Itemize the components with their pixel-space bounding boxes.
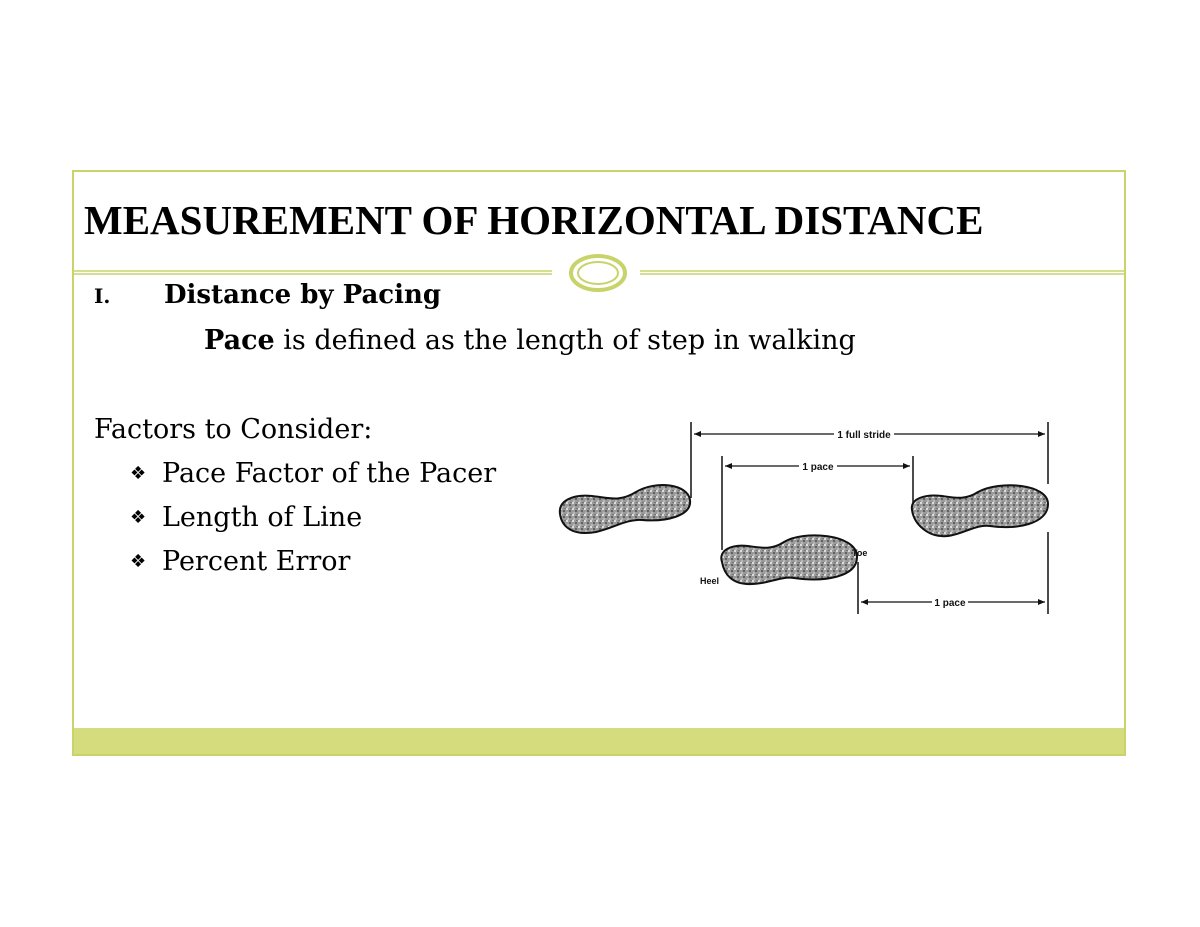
stride-label: 1 full stride (837, 430, 891, 441)
footprint-right (912, 485, 1048, 536)
footer-band (74, 728, 1124, 754)
definition-term: Pace (204, 325, 275, 356)
stride-arrowhead-left (694, 431, 701, 437)
factor-list (130, 458, 496, 590)
list-item (130, 546, 496, 590)
pace-definition (204, 325, 856, 356)
definition-text: is defined as the length of step in walking (274, 325, 856, 356)
diamond-bullet-icon: ❖ (130, 551, 147, 572)
factors-label: Factors to Consider: (94, 414, 373, 445)
slide (72, 170, 1126, 756)
factor-text: Percent Error (162, 546, 351, 577)
factor-text: Pace Factor of the Pacer (162, 458, 497, 489)
section-heading (94, 280, 441, 310)
heel-label: Heel (700, 576, 720, 586)
pace-bottom-arrowhead-left (861, 599, 868, 605)
section-heading-text: Distance by Pacing (164, 280, 442, 310)
stride-arrowhead-right (1038, 431, 1045, 437)
list-item (130, 458, 496, 502)
toe-label: Toe (852, 548, 868, 558)
pace-top-arrowhead-left (725, 463, 732, 469)
pace-bottom-arrowhead-right (1038, 599, 1045, 605)
pace-top-label: 1 pace (802, 462, 834, 473)
pace-bottom-label: 1 pace (934, 598, 966, 609)
pacing-diagram (554, 412, 1054, 622)
section-number: I. (94, 284, 111, 308)
footprint-left (560, 485, 690, 533)
list-item (130, 502, 496, 546)
diamond-bullet-icon: ❖ (130, 463, 147, 484)
factor-text: Length of Line (162, 502, 363, 533)
slide-title: MEASUREMENT OF HORIZONTAL DISTANCE (84, 197, 984, 243)
footprint-middle (721, 535, 857, 584)
diamond-bullet-icon: ❖ (130, 507, 147, 528)
pace-top-arrowhead-right (903, 463, 910, 469)
